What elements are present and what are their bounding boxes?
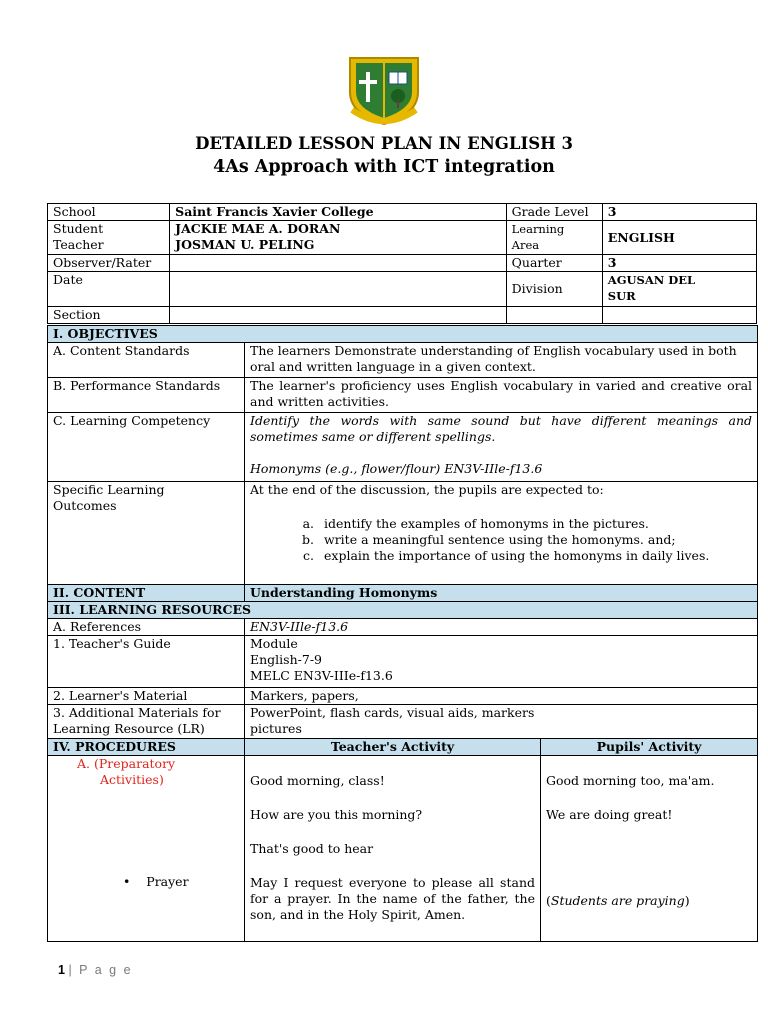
section-empty-2 [602,307,756,324]
lesson-info-table [47,203,757,324]
document-title: DETAILED LESSON PLAN IN ENGLISH 3 [195,134,573,153]
division-value: AGUSAN DEL SUR [602,272,756,307]
content-standards-label: A. Content Standards [48,343,245,378]
school-value: Saint Francis Xavier College [170,204,506,221]
preparatory-activities-label: A. (Preparatory [77,756,176,771]
teachers-activity-header: Teacher's Activity [245,739,541,756]
content-standards-text: The learners Demonstrate understanding of English vocabulary used in both oral and written language in a given context. [245,343,758,378]
outcome-item: a. identify the examples of homonyms in the pictures. [318,516,752,532]
document-subtitle: 4As Approach with ICT integration [213,157,555,177]
additional-materials-label: 3. Additional Materials for Learning Resource (LR) [48,705,245,739]
references-value: EN3V-IIle-f13.6 [245,619,758,636]
specific-outcomes-text: At the end of the discussion, the pupils are expected to: a. identify the examples of homonyms in the pictures. b. write a meaningful sentence using the homonyms. and; c. explain the importance of using the homonyms in daily lives. [245,482,758,585]
learners-material-label: 2. Learner's Material [48,688,245,705]
prayer-label: • Prayer [123,874,189,889]
page-number: 1 [58,963,65,977]
teachers-activity-cell: Good morning, class! How are you this morning? That's good to hear May I request everyone to please all stand for a prayer. In the name of the father, the son, and in the Holy Spirit, Amen. [245,756,541,942]
grade-level-label: Grade Level [506,204,602,221]
quarter-value: 3 [602,255,756,272]
learning-resources-heading: III. LEARNING RESOURCES [48,602,758,619]
content-value: Understanding Homonyms [245,585,758,602]
date-label: Date [48,272,170,307]
learning-competency-label: C. Learning Competency [48,413,245,482]
observer-value [170,255,506,272]
division-label: Division [506,272,602,307]
objectives-heading: I. OBJECTIVES [48,326,758,343]
additional-materials-value: PowerPoint, flash cards, visual aids, markers pictures [245,705,758,739]
procedure-step-labels: A. (Preparatory Activities) • Prayer [48,756,245,942]
quarter-label: Quarter [506,255,602,272]
teachers-guide-value: Module English-7-9 MELC EN3V-IIIe-f13.6 [245,636,758,688]
learning-competency-text: Identify the words with same sound but have different meanings and sometimes same or different spellings. Homonyms (e.g., flower/flour) EN3V-IIle-f13.6 [245,413,758,482]
date-value [170,272,506,307]
procedures-heading: IV. PROCEDURES [48,739,245,756]
performance-standards-text: The learner's proficiency uses English vocabulary in varied and creative oral and written activities. [245,378,758,413]
content-heading: II. CONTENT [48,585,245,602]
references-label: A. References [48,619,245,636]
student-teacher-label: Student Teacher [48,221,170,255]
observer-label: Observer/Rater [48,255,170,272]
learners-material-value: Markers, papers, [245,688,758,705]
bullet-icon: • [123,874,131,889]
school-seal-logo [344,52,424,128]
page-label: | P a g e [68,963,133,977]
outcome-item: b. write a meaningful sentence using the homonyms. and; [318,532,752,548]
section-value [170,307,506,324]
learning-area-value: ENGLISH [602,221,756,255]
pupils-activity-cell: Good morning too, ma'am. We are doing great! (Students are praying) [541,756,758,942]
learning-area-label: Learning Area [506,221,602,255]
performance-standards-label: B. Performance Standards [48,378,245,413]
page-footer [58,963,133,977]
section-label: Section [48,307,170,324]
grade-level-value: 3 [602,204,756,221]
student-teacher-value: JACKIE MAE A. DORAN JOSMAN U. PELING [170,221,506,255]
pupils-activity-header: Pupils' Activity [541,739,758,756]
seal-icon [344,52,424,128]
school-label: School [48,204,170,221]
specific-outcomes-label: Specific Learning Outcomes [48,482,245,585]
teachers-guide-label: 1. Teacher's Guide [48,636,245,688]
lesson-plan-table [47,325,758,942]
section-empty-1 [506,307,602,324]
outcome-item: c. explain the importance of using the homonyms in daily lives. [318,548,752,564]
